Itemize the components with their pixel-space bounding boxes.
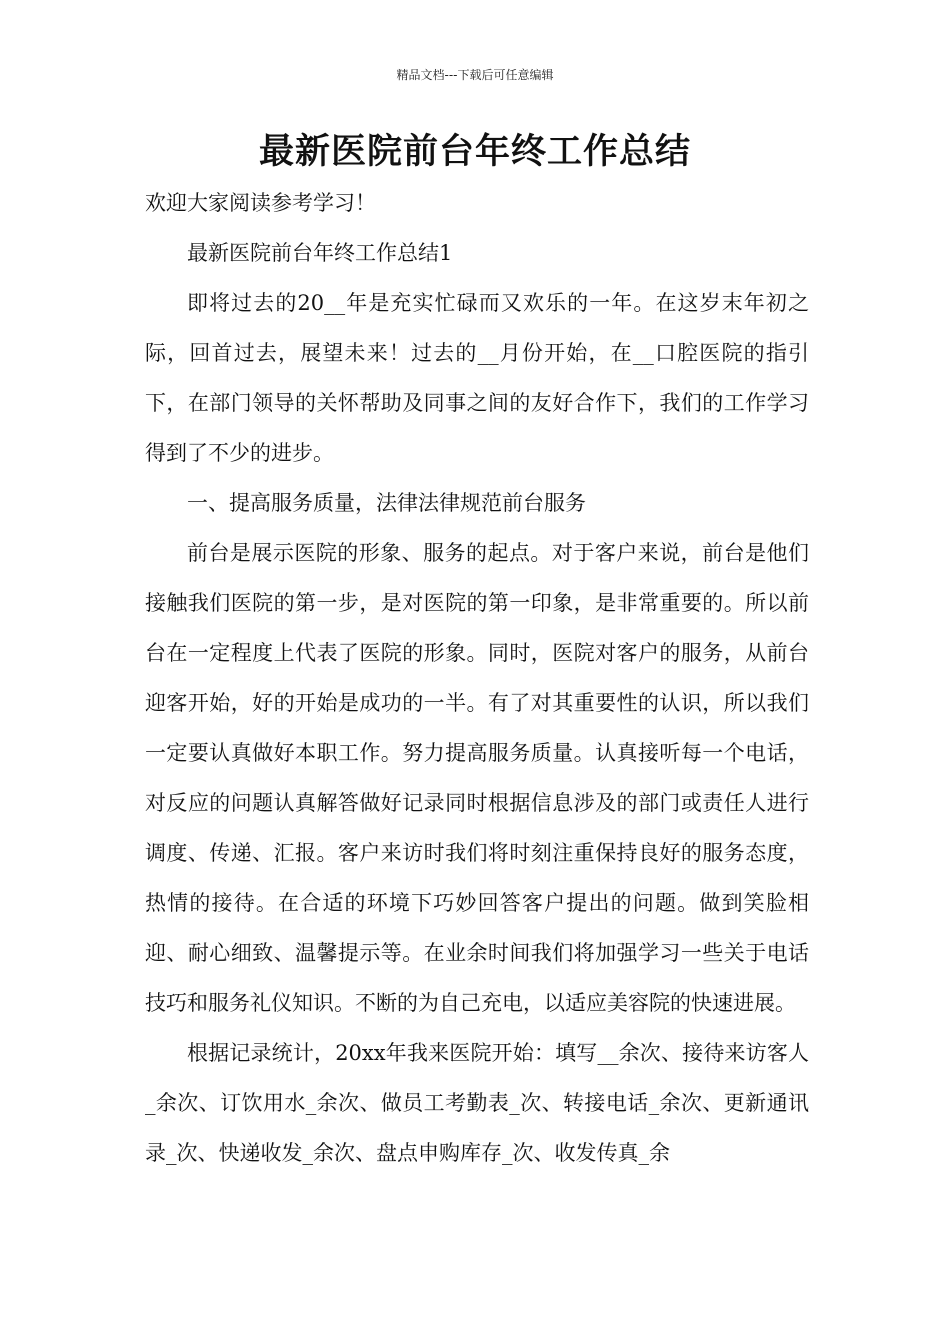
paragraph-subtitle: 最新医院前台年终工作总结1 [187, 241, 453, 265]
document-title: 最新医院前台年终工作总结 [258, 132, 691, 172]
paragraph-intro: 即将过去的20__年是充实忙碌而又欢乐的一年。在这岁末年初之际，回首过去，展望未来！过去的__月份开始，在__口腔医院的指引下，在部门领导的关怀帮助及同事之间的友好合作下，我们的工作学习得到了不少的进步。 [145, 291, 809, 465]
paragraph-front-desk: 前台是展示医院的形象、服务的起点。对于客户来说，前台是他们接触我们医院的第一步，是对医院的第一印象，是非常重要的。所以前台在一定程度上代表了医院的形象。同时，医院对客户的服务，从前台迎客开始，好的开始是成功的一半。有了对其重要性的认识，所以我们一定要认真做好本职工作。努力提高服务质量。认真接听每一个电话，对反应的问题认真解答做好记录同时根据信息涉及的部门或责任人进行调度、传递、汇报。客户来访时我们将时刻注重保持良好的服务态度，热情的接待。在合适的环境下巧妙回答客户提出的问题。做到笑脸相迎、耐心细致、温馨提示等。在业余时间我们将加强学习一些关于电话技巧和服务礼仪知识。不断的为自己充电，以适应美容院的快速进展。 [145, 541, 809, 1015]
header-note: 精品文档---下载后可任意编辑 [396, 68, 554, 82]
paragraph-greeting: 欢迎大家阅读参考学习！ [145, 191, 376, 215]
document-body [145, 178, 809, 1178]
paragraph-statistics: 根据记录统计，20xx年我来医院开始：填写__余次、接待来访客人_余次、订饮用水_余次、做员工考勤表_次、转接电话_余次、更新通讯录_次、快递收发_余次、盘点申购库存_次、收发传真_余 [145, 1041, 809, 1165]
section-heading-1: 一、提高服务质量，法律法律规范前台服务 [187, 491, 586, 515]
